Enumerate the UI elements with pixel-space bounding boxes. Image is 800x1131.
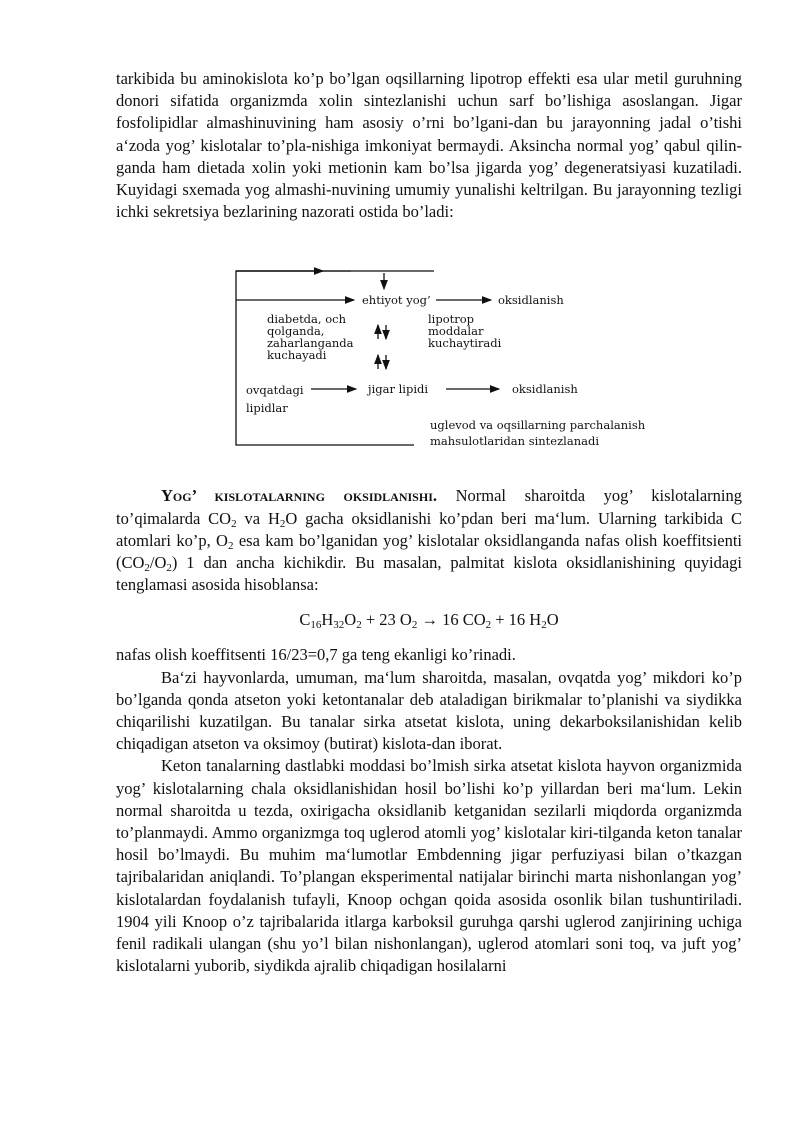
section-heading: Yog’ kislotalarning oksidlanishi. <box>161 486 437 506</box>
food-lipids-label-1: ovqatdagi <box>246 383 304 398</box>
synthesis-label-2: mahsulotlaridan sintezlanadi <box>430 434 599 449</box>
text-run: Normal sharoitda yog’ kislotalarning to’qimalarda CO <box>116 486 743 528</box>
subscript: 2 <box>144 562 150 575</box>
subscript: 32 <box>333 619 345 632</box>
ketone-bodies-paragraph: Ba‘zi hayvonlarda, umuman, ma‘lum sharoitda, masalan, ovqatda yog’ mikdori ko’p bo’lganda qonda atseton yoki ketontanalar deb ataladigan birikmalar to’planishi va siydikka chiqarilishi kuzatilgan. Bu tanalar sirka atsetat kislota, uning dekarboksilanishidan kelib chiqadigan atseton va oksimoy (butirat) kislota-dan iborat. <box>116 667 742 754</box>
text-run: + 16 H <box>491 610 542 630</box>
text-run: esa kam bo’lganidan yog’ kislotalar oksidlanganda nafas olish koeffitsienti (CO <box>116 530 742 573</box>
subscript: 2 <box>411 619 418 632</box>
palmitate-oxidation-equation <box>116 610 742 630</box>
subscript: 2 <box>166 562 172 575</box>
oxidation-bottom-label: oksidlanish <box>512 382 578 397</box>
food-lipids-label-2: lipidlar <box>246 401 288 416</box>
text-run: → 16 CO <box>417 610 486 630</box>
subscript: 2 <box>279 517 286 530</box>
subscript: 2 <box>541 619 547 632</box>
knoop-paragraph: Keton tanalarning dastlabki moddasi bo’lmish sirka atsetat kislota hayvon organizmida yog’ kislotalarning chala oksidlanishidan hosil bo’lishi ko’p yillardan beri ma‘lum. Lekin normal sharoitda u tezda, oxirigacha oksidlanib ketganidan sezilarli miqdorda organizmda to’planmaydi. Ammo organizmga toq uglerod atomli yog’ kislotalar kiri-tilganda keton tanalar hosil bo’lmaydi. Bu muhim ma‘lumotlar Embdenning jigar perfuziyasi bilan o’tkazgan tajribalaridan aniqlandi. To’plangan eksperimental natijalar birinchi marta nishonlangan yog’ kislotalardan foydalanish tufayli, Knoop ochgan qoida asosida osonlik bilan tushuntiriladi. 1904 yili Knoop o’z tajribalarida itlarga karboksil guruhga qarshi uglerod zanjirining uchiga fenil radikali ulangan (shu yo’l bilan nishonlangan), uglerod atomlari soni toq, va juft yog’ kislotalarni yuborib, siydikda ajralib chiqadigan hosilalarni <box>116 756 742 976</box>
text-run: O gacha oksidlanishi ko’pdan beri ma‘lum. Ularning tarkibida C atomlari ko’p, O <box>116 508 743 550</box>
subscript: 2 <box>356 619 362 632</box>
reserve-fat-label: ehtiyot yog’ <box>362 293 431 308</box>
diabetes-label-2: qolganda, <box>267 324 325 339</box>
subscript: 2 <box>231 517 237 530</box>
lipotrop-label-1: lipotrop <box>428 312 475 327</box>
text-run: /O <box>149 553 167 573</box>
diabetes-label-1: diabetda, och <box>267 312 346 327</box>
diagram-lines <box>116 253 742 449</box>
lipotrop-label-2: moddalar <box>428 324 484 339</box>
text-run: va H <box>236 508 280 528</box>
section-paragraph <box>116 485 742 596</box>
lipotrop-label-3: kuchaytiradi <box>428 336 502 351</box>
subscript: 16 <box>310 619 322 632</box>
text-run: ) 1 dan ancha kichikdir. Bu masalan, palmitat kislota oksidlanishining quyidagi tenglamasi asosida hisoblansa: <box>116 553 742 595</box>
intro-paragraph: tarkibida bu aminokislota ko’p bo’lgan oqsillarning lipotrop effekti esa ular metil guruhning donori sifatida organizmda xolin sintezlanishi uchun sarf bo’lishiga asoslangan. Jigar fosfolipidlar almashinuvining ham asosiy o’rni bo’lgani-dan bu jarayonning jadal o’tishi a‘zoda yog’ kislotalar to’pla-nishiga imkoniyat bermaydi. Aksincha normal yog’ qabul qilin-ganda ham dietada xolin yoki metionin kam bo’lsa jigarda yog’ degeneratsiyasi kuzatiladi. Kuyidagi sxemada yog almashi-nuvining umumiy yunalishi keltrilgan. Bu jarayonning tezligi ichki sekretsiya bezlarining nazorati ostida bo’ladi: <box>116 69 742 222</box>
diabetes-label-4: kuchayadi <box>267 348 327 363</box>
synthesis-label-1: uglevod va oqsillarning parchalanish <box>430 418 646 433</box>
liver-lipid-label: jigar lipidi <box>368 382 429 397</box>
document-page <box>116 68 742 977</box>
respiratory-quotient-paragraph: nafas olish koeffitsenti 16/23=0,7 ga teng ekanligi ko’rinadi. <box>116 645 516 665</box>
text-run: O <box>546 610 559 630</box>
diabetes-label-3: zaharlanganda <box>267 336 354 351</box>
text-run: O <box>344 610 357 630</box>
oxidation-top-label: oksidlanish <box>498 293 564 308</box>
text-run: H <box>321 610 334 630</box>
subscript: 2 <box>485 619 492 632</box>
fat-metabolism-diagram <box>116 253 742 449</box>
subscript: 2 <box>227 539 234 552</box>
text-run: + 23 O <box>361 610 412 630</box>
text-run: C <box>299 610 311 630</box>
